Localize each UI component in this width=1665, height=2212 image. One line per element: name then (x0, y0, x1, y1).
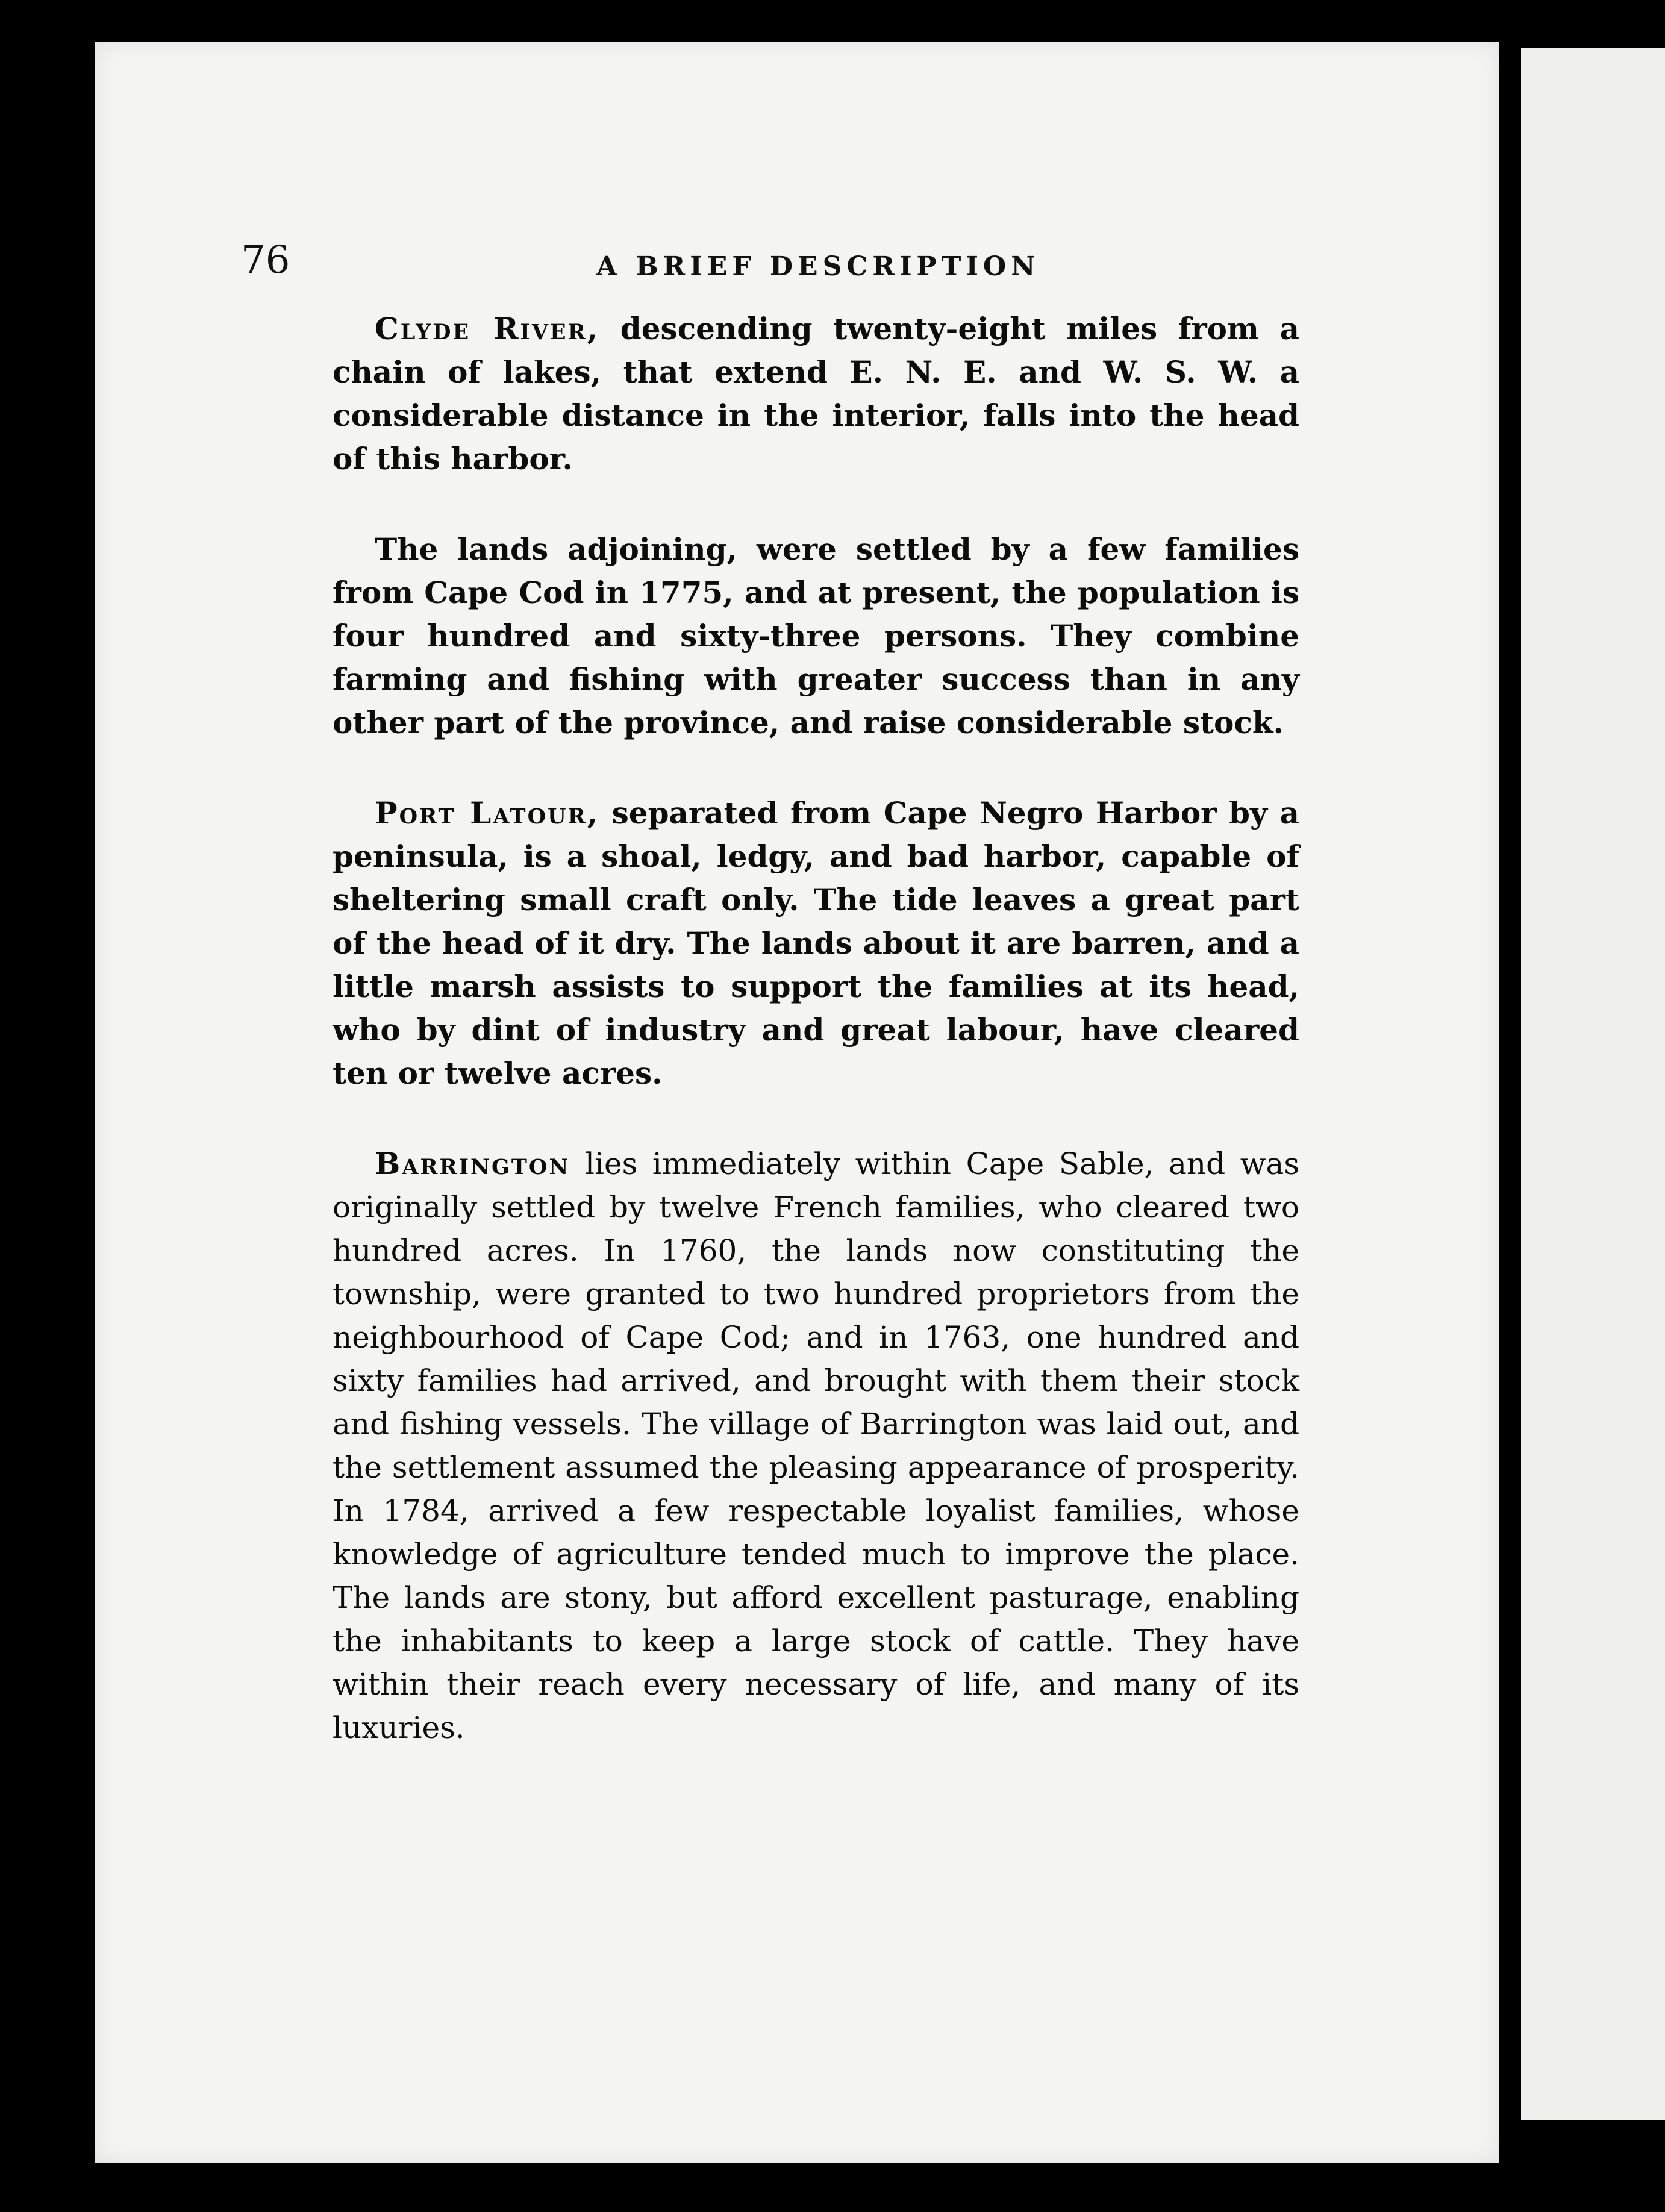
paragraph-barrington (333, 1142, 1299, 1749)
page-number: 76 (241, 238, 290, 283)
place-name: Barrington (375, 1146, 570, 1181)
page-header (241, 238, 1295, 292)
adjacent-page-edge (1521, 48, 1665, 2120)
paragraph-text: The lands adjoining, were settled by a few families from Cape Cod in 1775, and at present, the population is four hundred and sixty-three persons. They combine farming and fishing with greater success than in any other part of the province, and raise considerable stock. (333, 531, 1299, 740)
paragraph-port-latour (333, 792, 1299, 1095)
paragraph-text: separated from Cape Negro Harbor by a peninsula, is a shoal, ledgy, and bad harbor, capable of sheltering small craft only. The tide leaves a great part of the head of it dry. The lands about it are barren, and a little marsh assists to support the families at its head, who by dint of industry and great labour, have cleared ten or twelve acres. (333, 795, 1299, 1091)
paragraph-clyde-river (333, 307, 1299, 481)
paragraph-text: descending twenty-eight miles from a chain of lakes, that extend E. N. E. and W. S. W. a considerable distance in the interior, falls into the head of this harbor. (333, 311, 1299, 476)
body-text (333, 307, 1299, 1796)
paragraph-text: lies immediately within Cape Sable, and was originally settled by twelve French families, who cleared two hundred acres. In 1760, the lands now constituting the township, were granted to two hundred proprietors from the neighbourhood of Cape Cod; and in 1763, one hundred and sixty families had arrived, and brought with them their stock and fishing vessels. The village of Barrington was laid out, and the settlement assumed the pleasing appearance of prosperity. In 1784, arrived a few respectable loyalist families, whose knowledge of agriculture tended much to improve the place. The lands are stony, but afford excellent pasturage, enabling the inhabitants to keep a large stock of cattle. They have within their reach every necessary of life, and many of its luxuries. (333, 1146, 1299, 1745)
running-head: A BRIEF DESCRIPTION (596, 251, 1040, 282)
paragraph-lands-adjoining (333, 528, 1299, 745)
place-name: Clyde River, (375, 311, 600, 346)
place-name: Port Latour, (375, 795, 600, 831)
